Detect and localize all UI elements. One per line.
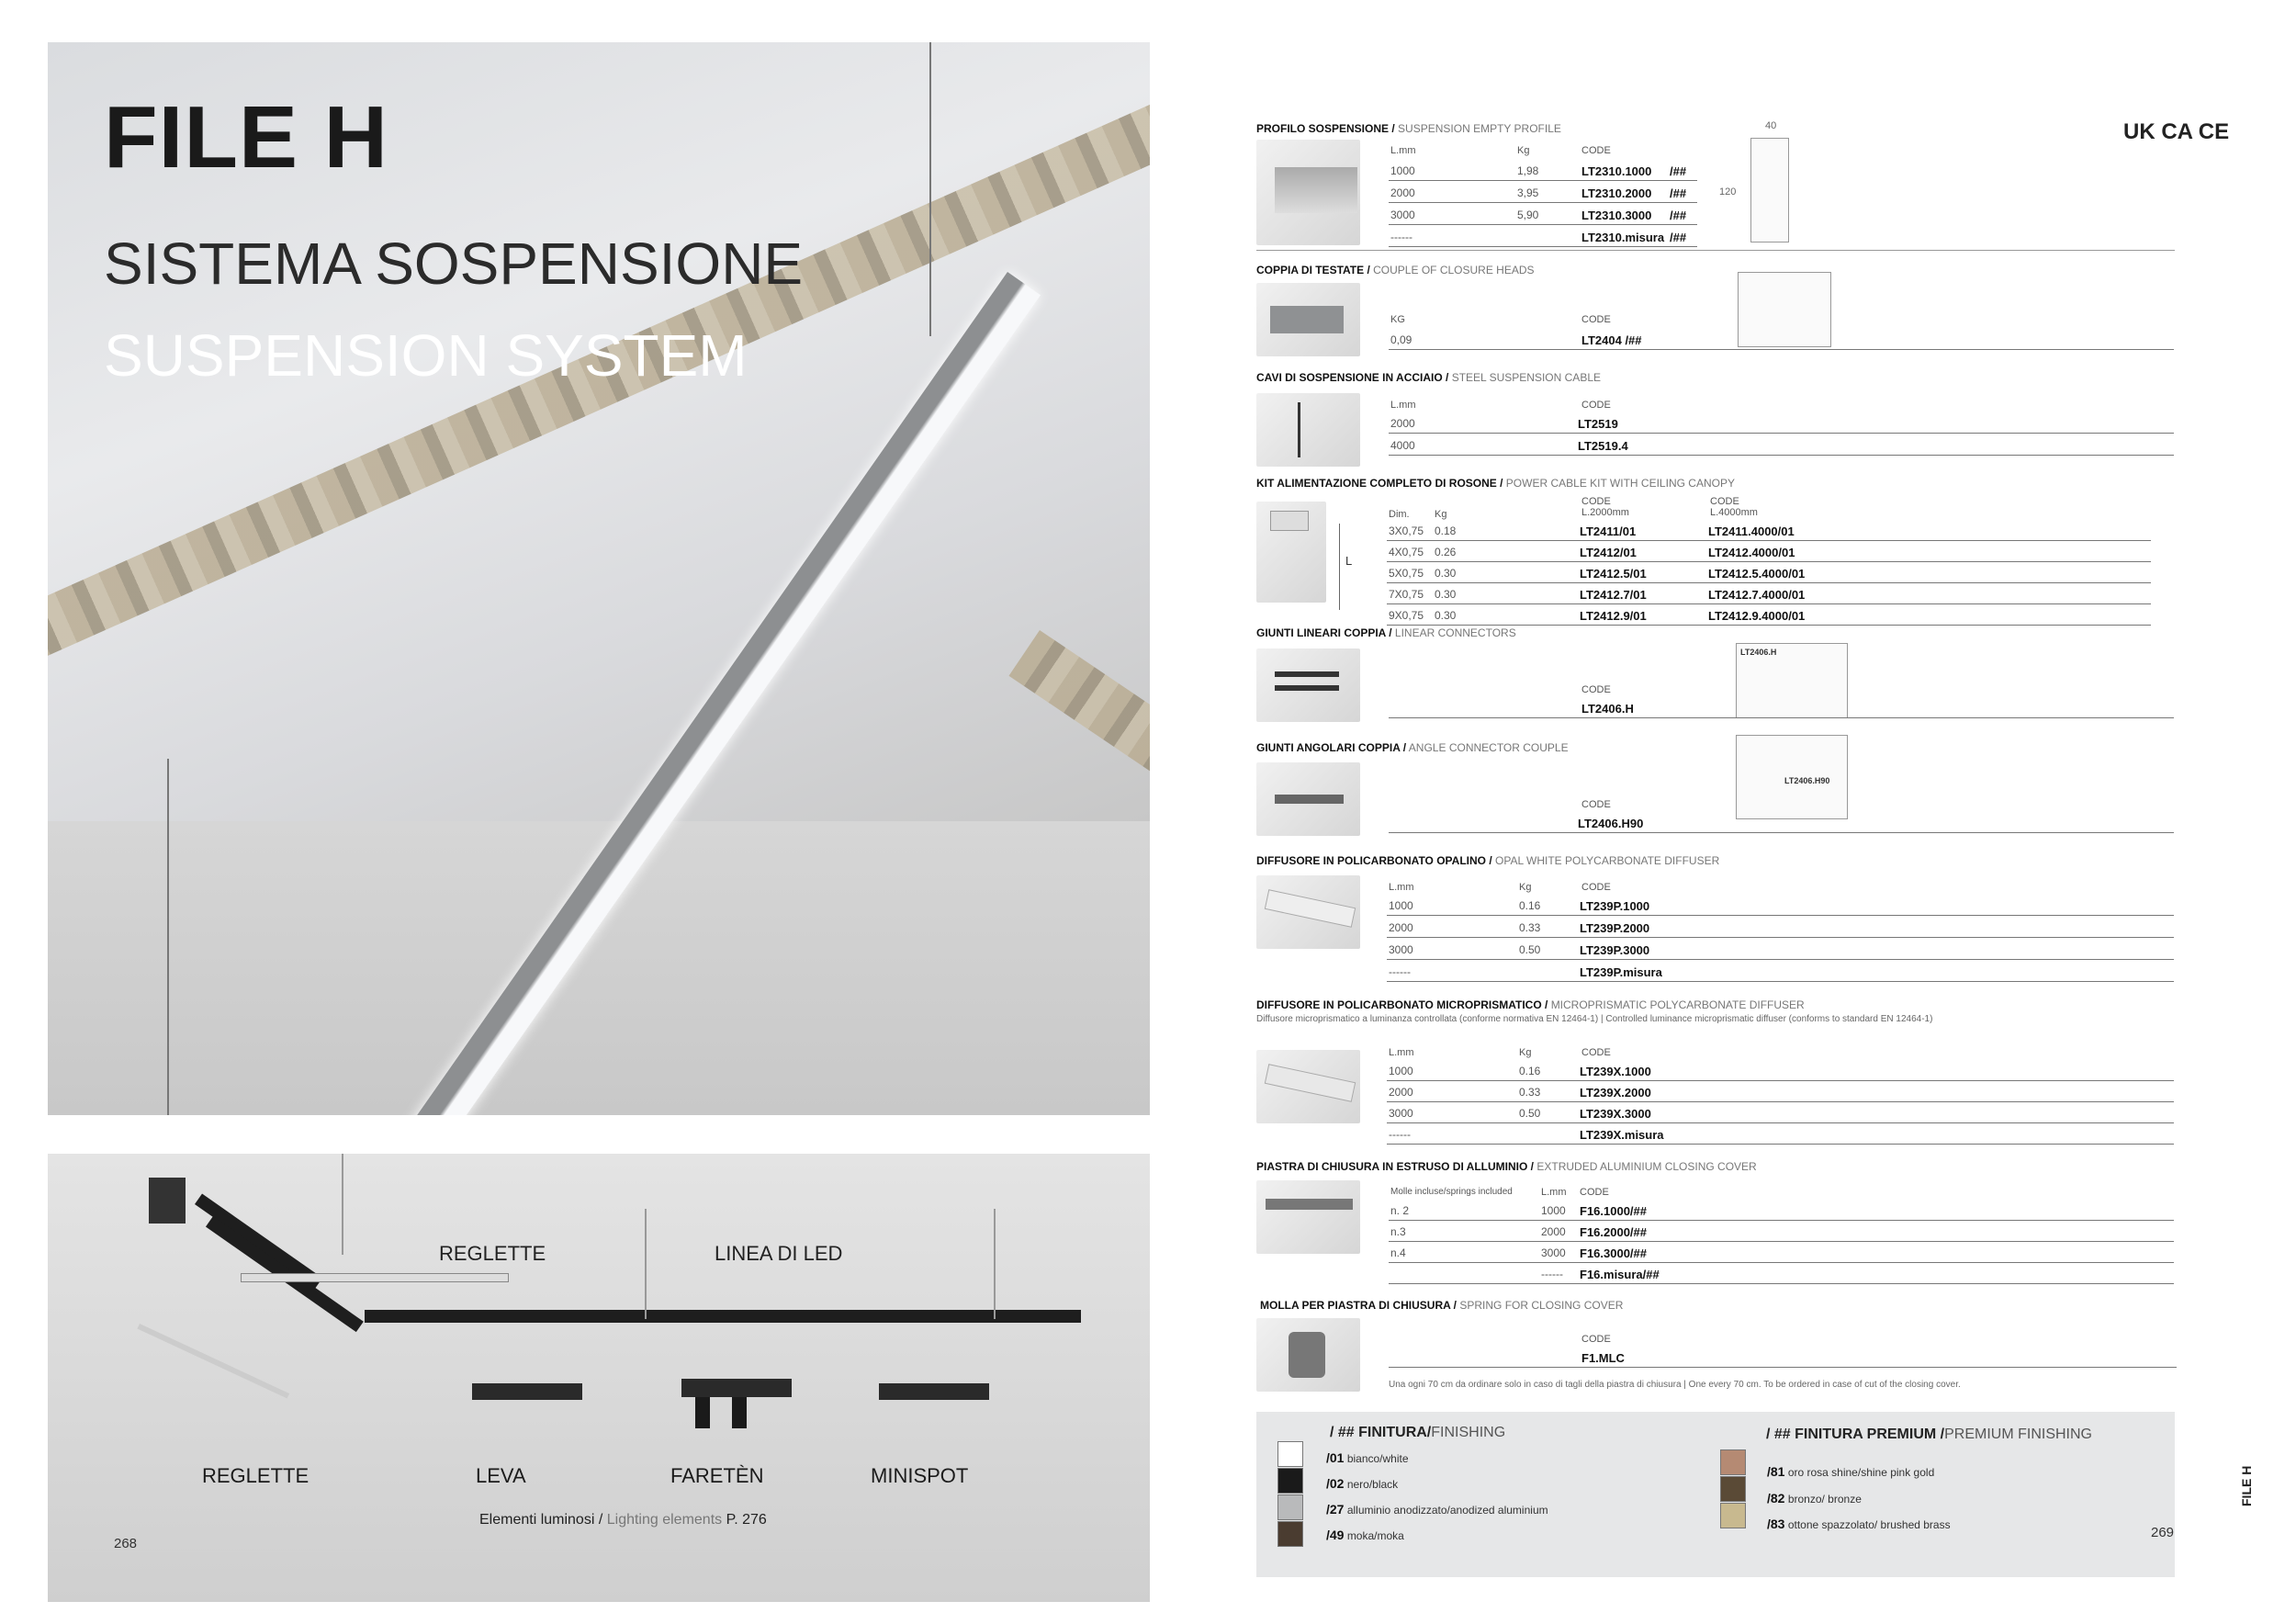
lighting-elements-caption: Elementi luminosi / Lighting elements P. 276 — [479, 1512, 767, 1528]
leva-module — [472, 1383, 582, 1400]
table-row: ------ F16.misura/## — [1389, 1265, 2174, 1284]
dim-line — [1339, 524, 1340, 610]
table-row: 4X0,75 0.26 LT2412/01 LT2412.4000/01 — [1387, 543, 2151, 562]
table-row: F1.MLC — [1389, 1348, 2177, 1368]
section-title: CAVI DI SOSPENSIONE IN ACCIAIO / STEEL SUSPENSION CABLE — [1256, 371, 1601, 384]
power-kit-thumbnail — [1256, 502, 1326, 603]
swatch-bronze — [1720, 1476, 1746, 1502]
finishing-title: / ## FINITURA/FINISHING — [1330, 1425, 1506, 1440]
table-row: ------ LT2310.misura /## — [1389, 228, 1697, 247]
profile-section-diagram — [1750, 138, 1789, 242]
table-row: ------ LT239P.misura — [1387, 963, 2174, 982]
table-row: 3000 5,90 LT2310.3000 /## — [1389, 206, 1697, 225]
section-title: DIFFUSORE IN POLICARBONATO MICROPRISMATICO / MICROPRISMATIC POLYCARBONATE DIFFUSER — [1256, 998, 1805, 1011]
opal-diffuser-thumbnail — [1256, 875, 1360, 949]
table-row: LT2406.H90 — [1389, 814, 2174, 833]
page-number-right: 269 — [2151, 1525, 2175, 1540]
table-row: 1000 0.16 LT239P.1000 — [1387, 897, 2174, 916]
swatch-anodized — [1277, 1494, 1303, 1520]
angle-connectors-thumbnail — [1256, 762, 1360, 836]
fareten-spot — [732, 1397, 747, 1428]
system-render — [48, 1154, 1150, 1602]
cable-thumbnail — [1256, 393, 1360, 467]
subtitle-italian: SISTEMA SOSPENSIONE — [104, 231, 804, 297]
finish-item: /01 bianco/white — [1326, 1450, 1409, 1465]
linear-connectors-thumbnail — [1256, 648, 1360, 722]
finish-item: /81 oro rosa shine/shine pink gold — [1767, 1464, 1935, 1479]
angle-connectors-diagram: LT2406.H90 — [1736, 735, 1848, 819]
table-row: 2000 0.33 LT239P.2000 — [1387, 919, 2174, 938]
fareten-spot — [695, 1397, 710, 1428]
swatch-brass — [1720, 1503, 1746, 1528]
table-row: 2000 0.33 LT239X.2000 — [1387, 1083, 2174, 1102]
spotlight — [149, 1178, 186, 1224]
product-minispot: MINISPOT — [871, 1464, 969, 1487]
swatch-pink-gold — [1720, 1449, 1746, 1475]
table-row: n.3 2000 F16.2000/## — [1389, 1223, 2174, 1242]
table-row: 9X0,75 0.30 LT2412.9/01 LT2412.9.4000/01 — [1387, 606, 2151, 626]
premium-finishing-title: / ## FINITURA PREMIUM /PREMIUM FINISHING — [1766, 1427, 2092, 1442]
section-title: PIASTRA DI CHIUSURA IN ESTRUSO DI ALLUMINIO / EXTRUDED ALUMINIUM CLOSING COVER — [1256, 1160, 1757, 1173]
section-title: GIUNTI LINEARI COPPIA / LINEAR CONNECTORS — [1256, 626, 1516, 639]
product-fareten: FARETÈN — [670, 1464, 764, 1487]
table-row: 7X0,75 0.30 LT2412.7/01 LT2412.7.4000/01 — [1387, 585, 2151, 604]
section-title: DIFFUSORE IN POLICARBONATO OPALINO / OPAL WHITE POLYCARBONATE DIFFUSER — [1256, 854, 1720, 867]
swatch-black — [1277, 1468, 1303, 1494]
spring-table: CODE F1.MLC — [1389, 1334, 2177, 1372]
cable-table: L.mm CODE 2000 LT2519 4000 LT2519.4 — [1389, 400, 2174, 455]
finish-item: /02 nero/black — [1326, 1476, 1399, 1491]
table-row: 2000 LT2519 — [1389, 414, 2174, 434]
table-row: 2000 3,95 LT2310.2000 /## — [1389, 184, 1697, 203]
reglette-module — [137, 1324, 289, 1399]
section-title: KIT ALIMENTAZIONE COMPLETO DI ROSONE / POWER CABLE KIT WITH CEILING CANOPY — [1256, 477, 1735, 490]
table-row: 1000 1,98 LT2310.1000 /## — [1389, 162, 1697, 181]
diffuser-note: Diffusore microprismatico a luminanza controllata (conforme normativa EN 12464-1) | Controlled luminance microprismatic diffuser (conforms to standard EN 12464-1) — [1256, 1014, 1933, 1024]
fareten-module — [681, 1379, 792, 1397]
finish-item: /49 moka/moka — [1326, 1528, 1404, 1542]
table-row: n.4 3000 F16.3000/## — [1389, 1244, 2174, 1263]
certification-marks: UK CA CE — [2123, 119, 2230, 144]
closing-cover-thumbnail — [1256, 1180, 1360, 1254]
profile-table: L.mm Kg CODE 1000 1,98 LT2310.1000 /## 2000 3,95 LT2310.2000 /## 3000 5,90 LT2310.3000 /## ------ LT2310.misura /## — [1389, 145, 1697, 246]
linear-connectors-diagram: LT2406.H — [1736, 643, 1848, 718]
closure-heads-table: KG CODE 0,09 LT2404 /## — [1389, 314, 2174, 355]
dim-length: L — [1345, 554, 1353, 568]
spring-thumbnail — [1256, 1318, 1360, 1392]
power-kit-table: Dim. Kg CODE L.2000mm CODE L.4000mm 3X0,75 0.18 LT2411/01 LT2411.4000/01 4X0,75 0.26 LT2412/01 LT2412.4000/01 5X0,75 0.30 LT2412.5/01 LT2412.5.4000/01 7X0,75 0.30 LT2412.7/01 LT2412.7.4000/01 9X0,75 0.30 LT2412.9/01 LT2412.9.4000/01 — [1387, 496, 2151, 625]
product-reglette: REGLETTE — [202, 1464, 310, 1487]
finish-item: /83 ottone spazzolato/ brushed brass — [1767, 1517, 1951, 1531]
wire — [342, 1154, 343, 1255]
wire — [645, 1209, 647, 1319]
opal-diffuser-table: L.mm Kg CODE 1000 0.16 LT239P.1000 2000 0.33 LT239P.2000 3000 0.50 LT239P.3000 ------ LT239P.misura — [1387, 882, 2174, 983]
microprismatic-diffuser-table: L.mm Kg CODE 1000 0.16 LT239X.1000 2000 0.33 LT239X.2000 3000 0.50 LT239X.3000 ------ LT239X.misura — [1387, 1047, 2174, 1148]
table-row: 3000 0.50 LT239P.3000 — [1387, 941, 2174, 960]
swatch-moka — [1277, 1521, 1303, 1547]
swatch-white — [1277, 1441, 1303, 1467]
reglette-module — [241, 1273, 509, 1282]
suspension-wire — [167, 759, 169, 1115]
section-title: PROFILO SOSPENSIONE / SUSPENSION EMPTY PROFILE — [1256, 122, 1561, 135]
label-linea-di-led: LINEA DI LED — [715, 1242, 843, 1265]
spring-note: Una ogni 70 cm da ordinare solo in caso di tagli della piastra di chiusura | One every 70 cm. To be ordered in case of cut of the closing cover. — [1389, 1380, 1961, 1390]
table-row: 0,09 LT2404 /## — [1389, 331, 2174, 350]
closing-cover-table: Molle incluse/springs included L.mm CODE n. 2 1000 F16.1000/## n.3 2000 F16.2000/## n.4 3000 F16.3000/## ------ F16.misura/## — [1389, 1187, 2174, 1286]
table-row: 5X0,75 0.30 LT2412.5/01 LT2412.5.4000/01 — [1387, 564, 2151, 583]
subtitle-english: SUSPENSION SYSTEM — [104, 322, 748, 389]
dim-width: 40 — [1765, 120, 1777, 131]
dim-height: 120 — [1719, 186, 1737, 197]
page-title: FILE H — [104, 88, 388, 186]
divider — [1256, 250, 2175, 251]
section-title: COPPIA DI TESTATE / COUPLE OF CLOSURE HEADS — [1256, 264, 1535, 276]
table-row: 4000 LT2519.4 — [1389, 436, 2174, 456]
table-row: 3X0,75 0.18 LT2411/01 LT2411.4000/01 — [1387, 522, 2151, 541]
page-number-left: 268 — [114, 1536, 138, 1551]
microprismatic-diffuser-thumbnail — [1256, 1050, 1360, 1123]
closure-heads-thumbnail — [1256, 283, 1360, 356]
profile-thumbnail — [1256, 140, 1360, 245]
linear-connectors-table: CODE LT2406.H — [1389, 684, 2174, 725]
table-row: ------ LT239X.misura — [1387, 1125, 2174, 1145]
side-label: FILE H — [2239, 1465, 2254, 1506]
angle-connectors-table: CODE LT2406.H90 — [1389, 799, 2174, 840]
suspension-wire — [929, 42, 931, 336]
section-title: MOLLA PER PIASTRA DI CHIUSURA / SPRING FOR CLOSING COVER — [1260, 1299, 1624, 1312]
table-row: LT2406.H — [1389, 699, 2174, 718]
table-row: n. 2 1000 F16.1000/## — [1389, 1201, 2174, 1221]
table-row: 1000 0.16 LT239X.1000 — [1387, 1062, 2174, 1081]
finish-item: /27 alluminio anodizzato/anodized aluminium — [1326, 1502, 1548, 1517]
table-row: 3000 0.50 LT239X.3000 — [1387, 1104, 2174, 1123]
hero-photo — [48, 42, 1150, 1115]
wire — [994, 1209, 996, 1319]
section-title: GIUNTI ANGOLARI COPPIA / ANGLE CONNECTOR COUPLE — [1256, 741, 1569, 754]
beam — [365, 1310, 1081, 1323]
finishing-box — [1256, 1412, 2175, 1577]
label-reglette: REGLETTE — [439, 1242, 546, 1265]
ceiling-cornice-right — [1008, 630, 1150, 809]
product-leva: LEVA — [476, 1464, 526, 1487]
finish-item: /82 bronzo/ bronze — [1767, 1491, 1862, 1506]
minispot-module — [879, 1383, 989, 1400]
